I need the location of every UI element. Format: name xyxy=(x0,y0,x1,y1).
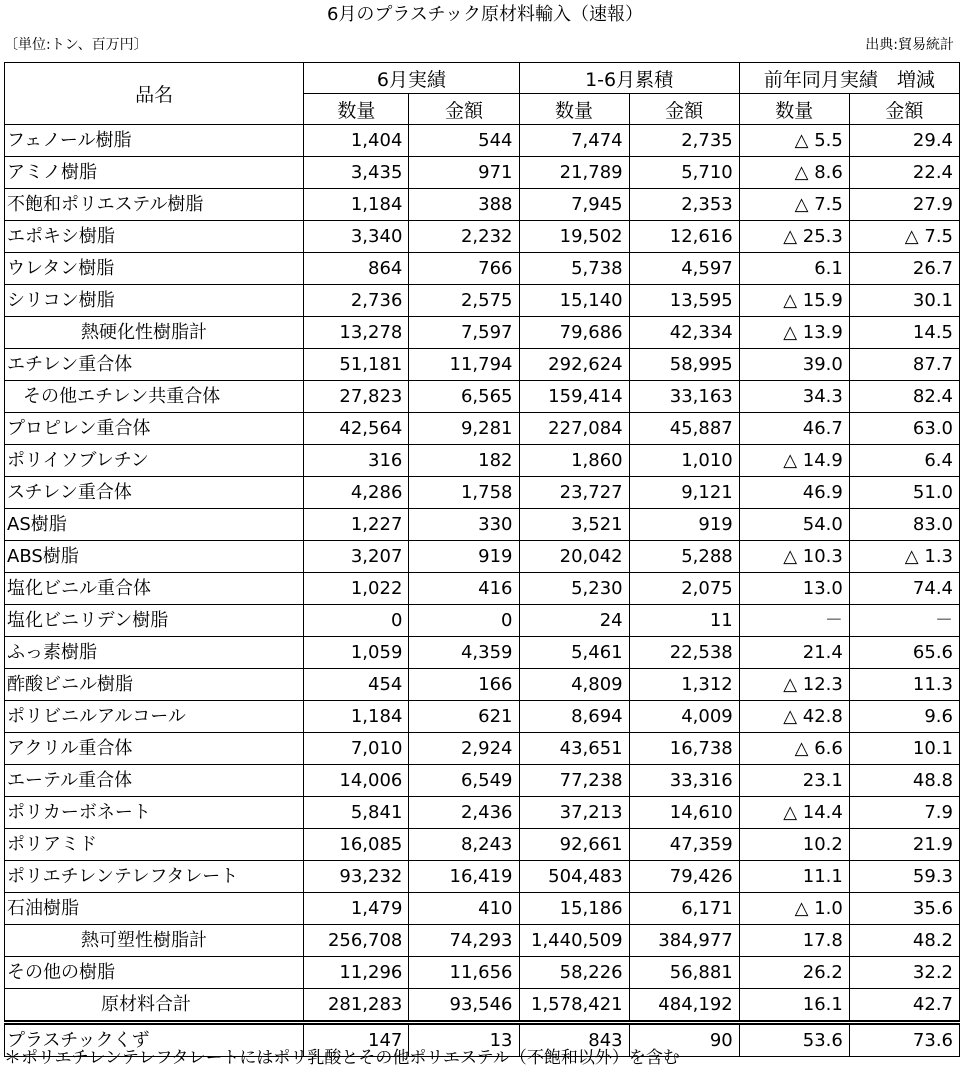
yoy-qty-cell: △ 13.9 xyxy=(739,317,849,349)
cum-amount-cell: 5,288 xyxy=(629,541,739,573)
qty-cell: 27,823 xyxy=(304,381,409,413)
footnote: ＊ポリエチレンテレフタレートにはポリ乳酸とその他ポリエステル（不飽和以外）を含む xyxy=(4,1048,680,1068)
item-name: プラスチックくず xyxy=(5,1023,304,1057)
yoy-amount-cell: 11.3 xyxy=(849,669,959,701)
cum-qty-cell: 15,140 xyxy=(519,285,629,317)
item-name: アクリル重合体 xyxy=(5,733,304,765)
cum-amount-cell: 14,610 xyxy=(629,797,739,829)
cum-amount-cell: 58,995 xyxy=(629,349,739,381)
table-row xyxy=(5,797,960,829)
header-yoy: 前年同月実績 増減 xyxy=(739,63,959,94)
amount-cell: 11,794 xyxy=(409,349,519,381)
amount-cell: 2,575 xyxy=(409,285,519,317)
table-row xyxy=(5,573,960,605)
qty-cell: 1,022 xyxy=(304,573,409,605)
table-row xyxy=(5,893,960,925)
qty-cell: 2,736 xyxy=(304,285,409,317)
cum-amount-cell: 1,010 xyxy=(629,445,739,477)
amount-cell: 330 xyxy=(409,509,519,541)
item-name: プロピレン重合体 xyxy=(5,413,304,445)
page-title: 6月のプラスチック原材料輸入（速報） xyxy=(326,4,643,25)
yoy-qty-cell: 6.1 xyxy=(739,253,849,285)
cum-amount-cell: 4,597 xyxy=(629,253,739,285)
qty-cell: 14,006 xyxy=(304,765,409,797)
cum-qty-cell: 43,651 xyxy=(519,733,629,765)
cum-qty-cell: 292,624 xyxy=(519,349,629,381)
yoy-qty-cell: △ 6.6 xyxy=(739,733,849,765)
qty-cell: 7,010 xyxy=(304,733,409,765)
cum-amount-cell: 47,359 xyxy=(629,829,739,861)
cum-qty-cell: 8,694 xyxy=(519,701,629,733)
yoy-qty-cell: △ 1.0 xyxy=(739,893,849,925)
yoy-qty-cell: △ 42.8 xyxy=(739,701,849,733)
yoy-qty-cell: △ 14.4 xyxy=(739,797,849,829)
cum-amount-cell: 5,710 xyxy=(629,157,739,189)
header-month: 6月実績 xyxy=(304,63,519,94)
qty-cell: 256,708 xyxy=(304,925,409,957)
qty-cell: 454 xyxy=(304,669,409,701)
table-row xyxy=(5,829,960,861)
yoy-amount-cell: 74.4 xyxy=(849,573,959,605)
table-row xyxy=(5,957,960,989)
qty-cell: 316 xyxy=(304,445,409,477)
cum-amount-cell: 22,538 xyxy=(629,637,739,669)
item-name: ポリビニルアルコール xyxy=(5,701,304,733)
qty-cell: 1,227 xyxy=(304,509,409,541)
cum-amount-cell: 16,738 xyxy=(629,733,739,765)
header-amount: 金額 xyxy=(629,94,739,125)
cum-qty-cell: 5,230 xyxy=(519,573,629,605)
qty-cell: 13,278 xyxy=(304,317,409,349)
cum-qty-cell: 5,738 xyxy=(519,253,629,285)
yoy-amount-cell: 51.0 xyxy=(849,477,959,509)
item-name: 酢酸ビニル樹脂 xyxy=(5,669,304,701)
table-row xyxy=(5,157,960,189)
yoy-qty-cell: 53.6 xyxy=(739,1023,849,1057)
yoy-qty-cell: 26.2 xyxy=(739,957,849,989)
yoy-qty-cell: 54.0 xyxy=(739,509,849,541)
yoy-amount-cell: 22.4 xyxy=(849,157,959,189)
yoy-qty-cell: 34.3 xyxy=(739,381,849,413)
yoy-qty-cell: △ 8.6 xyxy=(739,157,849,189)
source-note: 出典:貿易統計 xyxy=(865,37,954,53)
cum-amount-cell: 2,353 xyxy=(629,189,739,221)
amount-cell: 971 xyxy=(409,157,519,189)
cum-qty-cell: 504,483 xyxy=(519,861,629,893)
cum-qty-cell: 7,945 xyxy=(519,189,629,221)
header-amount: 金額 xyxy=(409,94,519,125)
yoy-amount-cell: △ 7.5 xyxy=(849,221,959,253)
table-row xyxy=(5,189,960,221)
cum-qty-cell: 77,238 xyxy=(519,765,629,797)
qty-cell: 147 xyxy=(304,1023,409,1057)
qty-cell: 3,435 xyxy=(304,157,409,189)
amount-cell: 621 xyxy=(409,701,519,733)
yoy-qty-cell: △ 7.5 xyxy=(739,189,849,221)
cum-amount-cell: 9,121 xyxy=(629,477,739,509)
yoy-qty-cell: 17.8 xyxy=(739,925,849,957)
qty-cell: 3,207 xyxy=(304,541,409,573)
yoy-amount-cell: 35.6 xyxy=(849,893,959,925)
amount-cell: 182 xyxy=(409,445,519,477)
amount-cell: 2,232 xyxy=(409,221,519,253)
cum-qty-cell: 227,084 xyxy=(519,413,629,445)
cum-amount-cell: 90 xyxy=(629,1023,739,1057)
qty-cell: 864 xyxy=(304,253,409,285)
item-name: 不飽和ポリエステル樹脂 xyxy=(5,189,304,221)
qty-cell: 1,059 xyxy=(304,637,409,669)
item-name: ポリアミド xyxy=(5,829,304,861)
table-row xyxy=(5,989,960,1023)
cum-amount-cell: 79,426 xyxy=(629,861,739,893)
yoy-amount-cell: 14.5 xyxy=(849,317,959,349)
yoy-qty-cell: 23.1 xyxy=(739,765,849,797)
table-row xyxy=(5,701,960,733)
cum-amount-cell: 12,616 xyxy=(629,221,739,253)
table-row xyxy=(5,925,960,957)
yoy-amount-cell: 7.9 xyxy=(849,797,959,829)
table-row xyxy=(5,733,960,765)
item-name: 熱硬化性樹脂計 xyxy=(5,317,304,349)
qty-cell: 93,232 xyxy=(304,861,409,893)
amount-cell: 9,281 xyxy=(409,413,519,445)
cum-qty-cell: 3,521 xyxy=(519,509,629,541)
cum-qty-cell: 1,440,509 xyxy=(519,925,629,957)
amount-cell: 6,565 xyxy=(409,381,519,413)
qty-cell: 1,479 xyxy=(304,893,409,925)
cum-amount-cell: 4,009 xyxy=(629,701,739,733)
yoy-amount-cell: 21.9 xyxy=(849,829,959,861)
amount-cell: 766 xyxy=(409,253,519,285)
cum-qty-cell: 15,186 xyxy=(519,893,629,925)
yoy-amount-cell: 26.7 xyxy=(849,253,959,285)
yoy-amount-cell: 65.6 xyxy=(849,637,959,669)
cum-qty-cell: 20,042 xyxy=(519,541,629,573)
yoy-amount-cell: 42.7 xyxy=(849,989,959,1023)
header-qty: 数量 xyxy=(304,94,409,125)
cum-amount-cell: 484,192 xyxy=(629,989,739,1023)
qty-cell: 1,404 xyxy=(304,125,409,157)
yoy-amount-cell: 87.7 xyxy=(849,349,959,381)
table-row xyxy=(5,637,960,669)
cum-amount-cell: 33,316 xyxy=(629,765,739,797)
amount-cell: 4,359 xyxy=(409,637,519,669)
header-name: 品名 xyxy=(5,63,304,125)
qty-cell: 5,841 xyxy=(304,797,409,829)
item-name: AS樹脂 xyxy=(5,509,304,541)
yoy-amount-cell: 48.8 xyxy=(849,765,959,797)
yoy-qty-cell: △ 15.9 xyxy=(739,285,849,317)
item-name: エーテル重合体 xyxy=(5,765,304,797)
qty-cell: 42,564 xyxy=(304,413,409,445)
cum-qty-cell: 4,809 xyxy=(519,669,629,701)
cum-qty-cell: 37,213 xyxy=(519,797,629,829)
cum-qty-cell: 92,661 xyxy=(519,829,629,861)
cum-qty-cell: 843 xyxy=(519,1023,629,1057)
amount-cell: 410 xyxy=(409,893,519,925)
cum-amount-cell: 13,595 xyxy=(629,285,739,317)
item-name: アミノ樹脂 xyxy=(5,157,304,189)
cum-amount-cell: 2,075 xyxy=(629,573,739,605)
item-name: 原材料合計 xyxy=(5,989,304,1023)
table-row xyxy=(5,285,960,317)
cum-amount-cell: 384,977 xyxy=(629,925,739,957)
cum-qty-cell: 79,686 xyxy=(519,317,629,349)
item-name: 石油樹脂 xyxy=(5,893,304,925)
qty-cell: 281,283 xyxy=(304,989,409,1023)
cum-amount-cell: 6,171 xyxy=(629,893,739,925)
cum-amount-cell: 33,163 xyxy=(629,381,739,413)
table-row xyxy=(5,477,960,509)
yoy-amount-cell: 9.6 xyxy=(849,701,959,733)
cum-qty-cell: 19,502 xyxy=(519,221,629,253)
yoy-amount-cell: 29.4 xyxy=(849,125,959,157)
yoy-qty-cell: △ 10.3 xyxy=(739,541,849,573)
item-name: 熱可塑性樹脂計 xyxy=(5,925,304,957)
yoy-qty-cell: △ 12.3 xyxy=(739,669,849,701)
amount-cell: 388 xyxy=(409,189,519,221)
yoy-amount-cell: 27.9 xyxy=(849,189,959,221)
header-qty: 数量 xyxy=(739,94,849,125)
item-name: 塩化ビニル重合体 xyxy=(5,573,304,605)
item-name: ポリエチレンテレフタレート xyxy=(5,861,304,893)
yoy-amount-cell: 10.1 xyxy=(849,733,959,765)
item-name: エポキシ樹脂 xyxy=(5,221,304,253)
table-row xyxy=(5,509,960,541)
amount-cell: 1,758 xyxy=(409,477,519,509)
yoy-qty-cell: 21.4 xyxy=(739,637,849,669)
table-row xyxy=(5,765,960,797)
unit-note: 〔単位:トン、百万円〕 xyxy=(4,37,148,53)
amount-cell: 0 xyxy=(409,605,519,637)
table-row xyxy=(5,445,960,477)
table-row xyxy=(5,125,960,157)
qty-cell: 3,340 xyxy=(304,221,409,253)
qty-cell: 0 xyxy=(304,605,409,637)
yoy-amount-cell: 63.0 xyxy=(849,413,959,445)
yoy-qty-cell: － xyxy=(739,605,849,637)
cum-qty-cell: 58,226 xyxy=(519,957,629,989)
table-body xyxy=(5,125,960,1057)
yoy-qty-cell: 46.7 xyxy=(739,413,849,445)
yoy-amount-cell: － xyxy=(849,605,959,637)
amount-cell: 93,546 xyxy=(409,989,519,1023)
table-row xyxy=(5,669,960,701)
cum-amount-cell: 11 xyxy=(629,605,739,637)
cum-qty-cell: 24 xyxy=(519,605,629,637)
cum-qty-cell: 5,461 xyxy=(519,637,629,669)
cum-amount-cell: 1,312 xyxy=(629,669,739,701)
table-row xyxy=(5,349,960,381)
amount-cell: 6,549 xyxy=(409,765,519,797)
item-name: その他エチレン共重合体 xyxy=(5,381,304,413)
amount-cell: 11,656 xyxy=(409,957,519,989)
item-name: ふっ素樹脂 xyxy=(5,637,304,669)
yoy-qty-cell: 13.0 xyxy=(739,573,849,605)
item-name: 塩化ビニリデン樹脂 xyxy=(5,605,304,637)
cum-amount-cell: 2,735 xyxy=(629,125,739,157)
amount-cell: 13 xyxy=(409,1023,519,1057)
header-amount: 金額 xyxy=(849,94,959,125)
yoy-amount-cell: △ 1.3 xyxy=(849,541,959,573)
yoy-amount-cell: 73.6 xyxy=(849,1023,959,1057)
amount-cell: 8,243 xyxy=(409,829,519,861)
yoy-amount-cell: 83.0 xyxy=(849,509,959,541)
item-name: エチレン重合体 xyxy=(5,349,304,381)
amount-cell: 74,293 xyxy=(409,925,519,957)
amount-cell: 919 xyxy=(409,541,519,573)
cum-qty-cell: 1,578,421 xyxy=(519,989,629,1023)
item-name: ポリカーボネート xyxy=(5,797,304,829)
table-row xyxy=(5,253,960,285)
yoy-qty-cell: △ 5.5 xyxy=(739,125,849,157)
yoy-qty-cell: 10.2 xyxy=(739,829,849,861)
amount-cell: 7,597 xyxy=(409,317,519,349)
yoy-qty-cell: 16.1 xyxy=(739,989,849,1023)
cum-qty-cell: 23,727 xyxy=(519,477,629,509)
yoy-amount-cell: 6.4 xyxy=(849,445,959,477)
yoy-qty-cell: 11.1 xyxy=(739,861,849,893)
table-row xyxy=(5,317,960,349)
qty-cell: 51,181 xyxy=(304,349,409,381)
amount-cell: 2,436 xyxy=(409,797,519,829)
import-table xyxy=(4,62,960,1057)
item-name: その他の樹脂 xyxy=(5,957,304,989)
yoy-qty-cell: △ 14.9 xyxy=(739,445,849,477)
table-row xyxy=(5,605,960,637)
yoy-qty-cell: 46.9 xyxy=(739,477,849,509)
amount-cell: 2,924 xyxy=(409,733,519,765)
qty-cell: 1,184 xyxy=(304,701,409,733)
yoy-amount-cell: 32.2 xyxy=(849,957,959,989)
amount-cell: 416 xyxy=(409,573,519,605)
cum-qty-cell: 21,789 xyxy=(519,157,629,189)
yoy-qty-cell: △ 25.3 xyxy=(739,221,849,253)
qty-cell: 16,085 xyxy=(304,829,409,861)
header-cumulative: 1-6月累積 xyxy=(519,63,739,94)
header-qty: 数量 xyxy=(519,94,629,125)
table-row xyxy=(5,541,960,573)
amount-cell: 166 xyxy=(409,669,519,701)
table-row xyxy=(5,413,960,445)
yoy-amount-cell: 30.1 xyxy=(849,285,959,317)
table-row xyxy=(5,381,960,413)
amount-cell: 544 xyxy=(409,125,519,157)
item-name: シリコン樹脂 xyxy=(5,285,304,317)
table-row xyxy=(5,221,960,253)
item-name: ABS樹脂 xyxy=(5,541,304,573)
cum-qty-cell: 1,860 xyxy=(519,445,629,477)
yoy-amount-cell: 59.3 xyxy=(849,861,959,893)
cum-amount-cell: 56,881 xyxy=(629,957,739,989)
item-name: ポリイソブレチン xyxy=(5,445,304,477)
item-name: スチレン重合体 xyxy=(5,477,304,509)
yoy-amount-cell: 82.4 xyxy=(849,381,959,413)
yoy-qty-cell: 39.0 xyxy=(739,349,849,381)
cum-amount-cell: 45,887 xyxy=(629,413,739,445)
qty-cell: 4,286 xyxy=(304,477,409,509)
item-name: ウレタン樹脂 xyxy=(5,253,304,285)
qty-cell: 1,184 xyxy=(304,189,409,221)
item-name: フェノール樹脂 xyxy=(5,125,304,157)
cum-amount-cell: 919 xyxy=(629,509,739,541)
amount-cell: 16,419 xyxy=(409,861,519,893)
cum-qty-cell: 159,414 xyxy=(519,381,629,413)
qty-cell: 11,296 xyxy=(304,957,409,989)
cum-qty-cell: 7,474 xyxy=(519,125,629,157)
cum-amount-cell: 42,334 xyxy=(629,317,739,349)
yoy-amount-cell: 48.2 xyxy=(849,925,959,957)
table-row xyxy=(5,861,960,893)
